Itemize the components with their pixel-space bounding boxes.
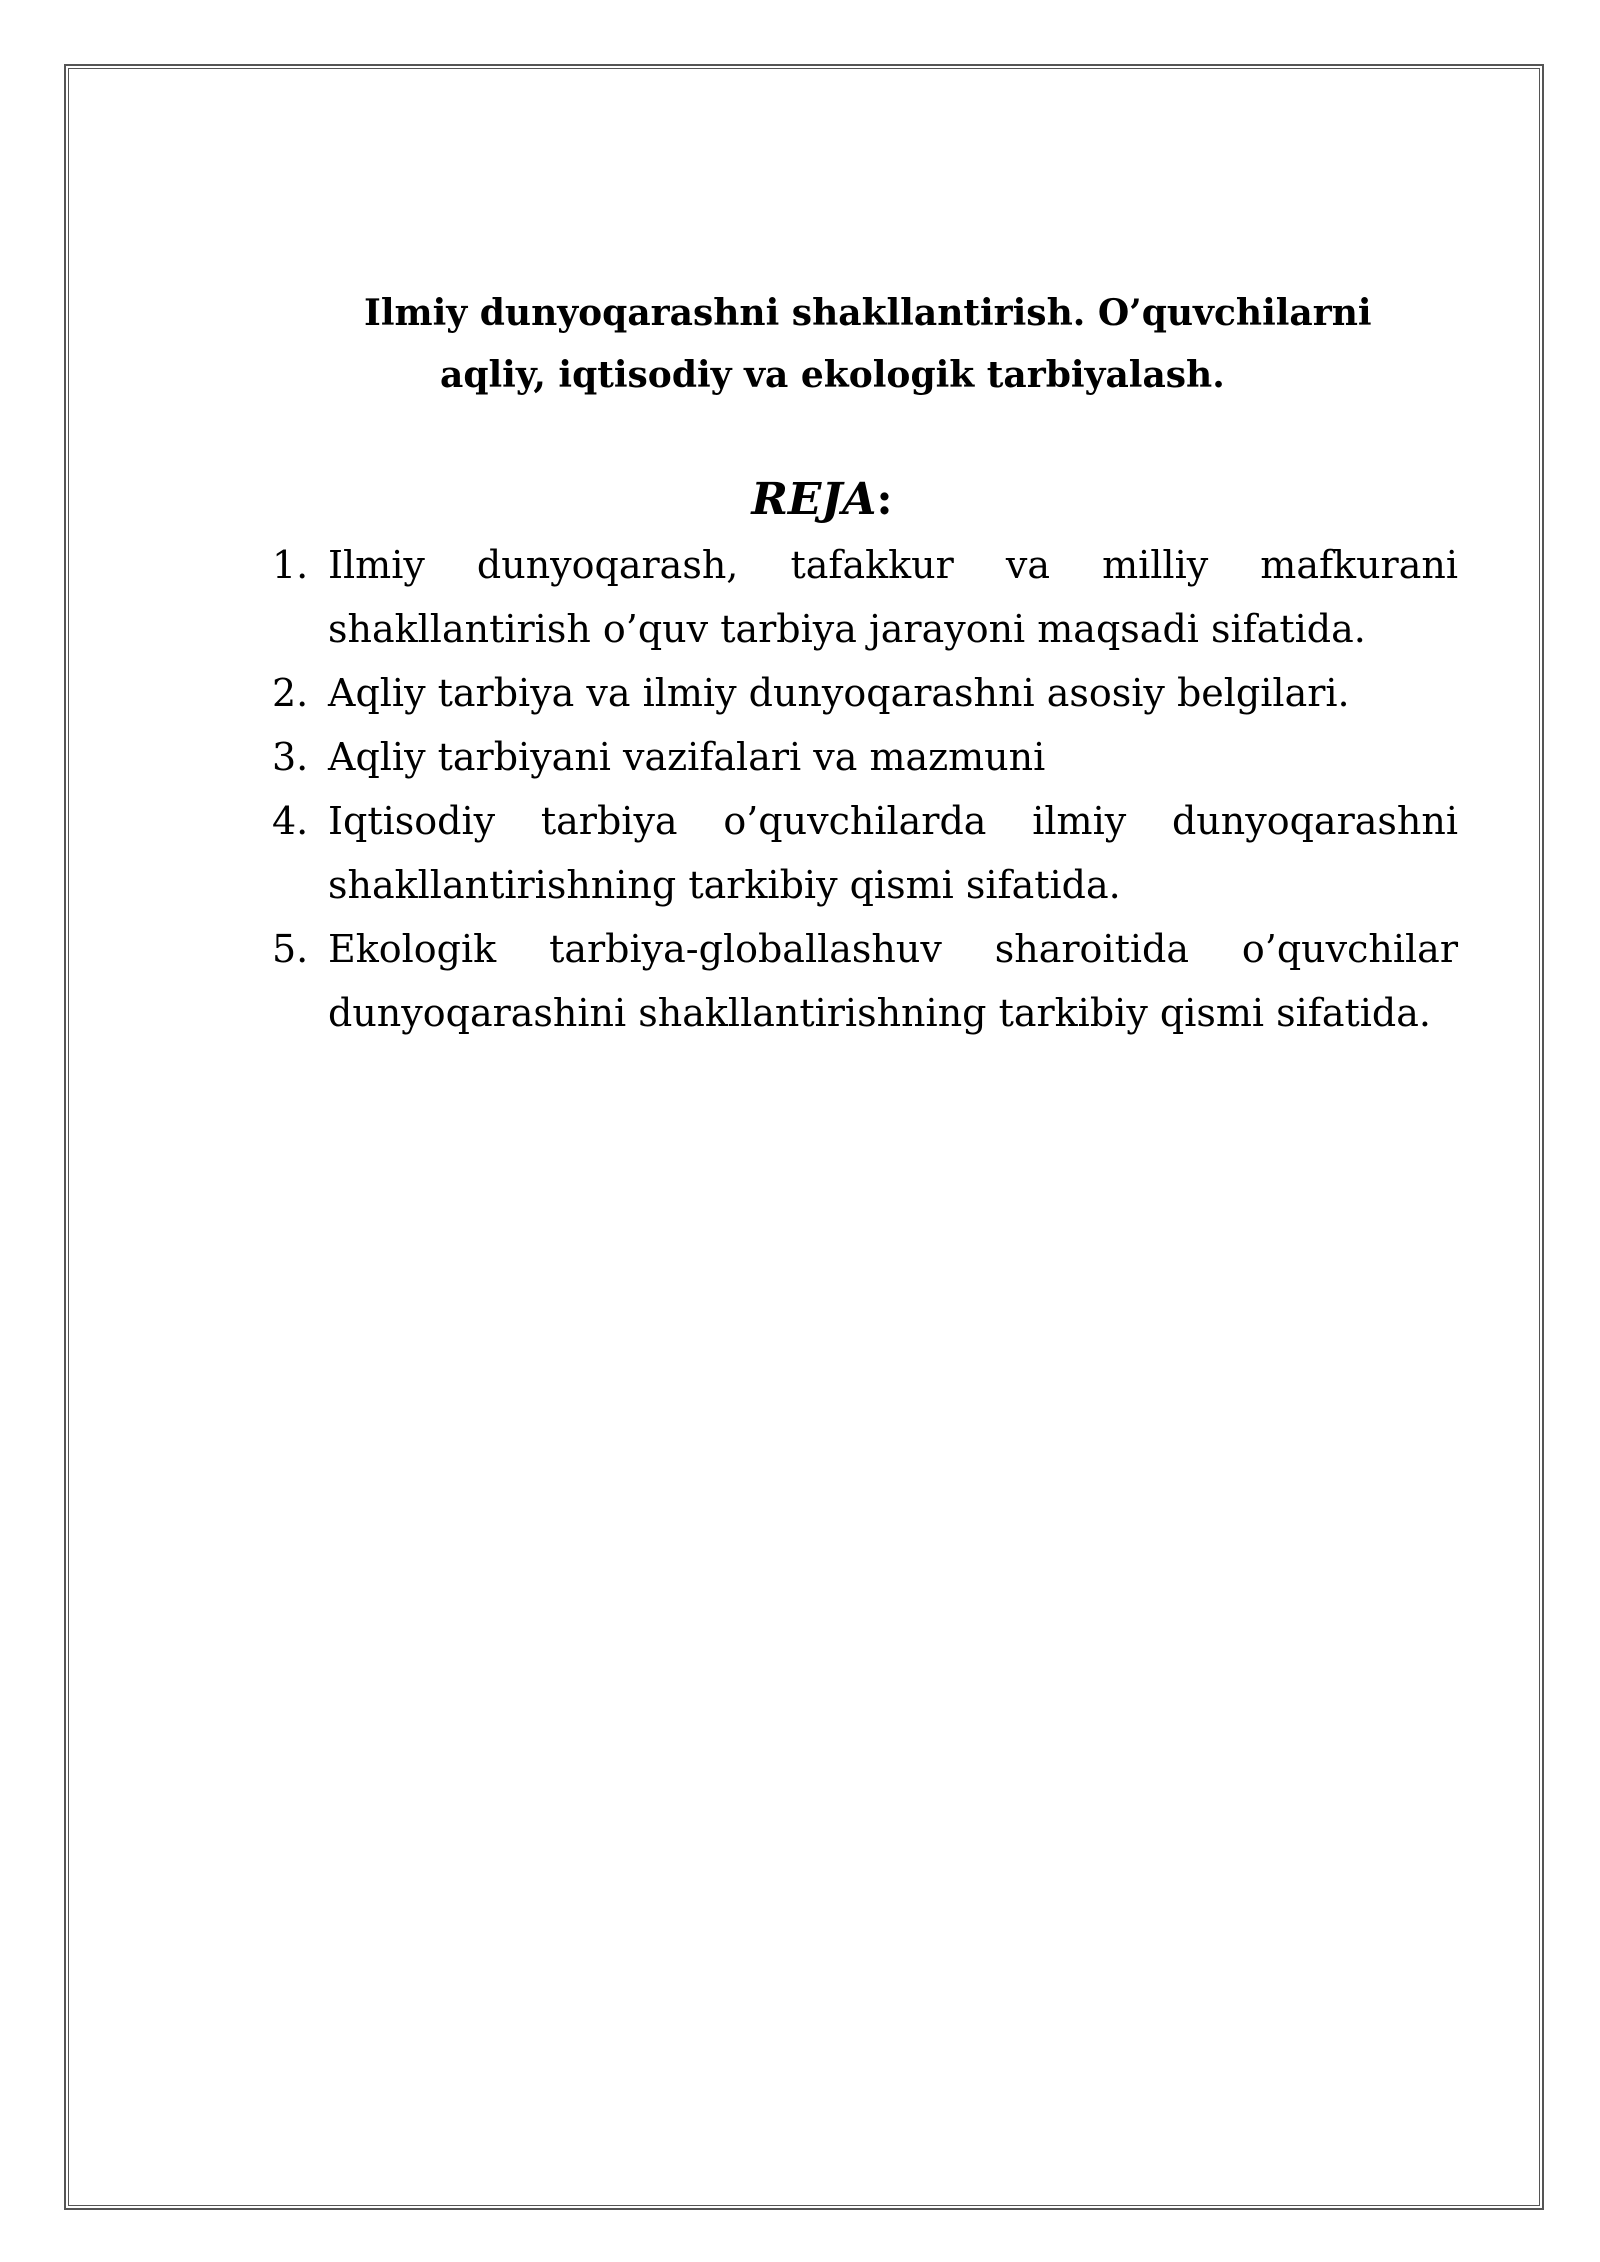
plan-item-number: 2. (272, 671, 309, 715)
plan-item-5 (272, 917, 1458, 1045)
title-line-2: aqliy, iqtisodiy va ekologik tarbiyalash. (440, 354, 1225, 396)
plan-item-number: 5. (272, 927, 309, 971)
plan-item-number: 3. (272, 735, 309, 779)
plan-item-4 (272, 789, 1458, 917)
plan-item-2 (272, 661, 1458, 725)
title-line-1: Ilmiy dunyoqarashni shakllantirish. O’quvchilarni (364, 292, 1372, 334)
plan-item-number: 4. (272, 799, 309, 843)
plan-item-number: 1. (272, 543, 309, 587)
plan-heading-word: REJA (751, 474, 877, 525)
plan-item-text: Aqliy tarbiya va ilmiy dunyoqarashni asosiy belgilari. (328, 671, 1350, 715)
plan-heading-colon: : (876, 474, 893, 525)
document-title (0, 282, 1600, 406)
plan-item-text: Iqtisodiy tarbiya o’quvchilarda ilmiy dunyoqarashni shakllantirishning tarkibiy qismi sifatida. (328, 799, 1458, 907)
plan-item-3 (272, 725, 1458, 789)
plan-item-text: Ilmiy dunyoqarash, tafakkur va milliy mafkurani shakllantirish o’quv tarbiya jarayoni maqsadi sifatida. (328, 543, 1458, 651)
plan-list (272, 533, 1458, 1045)
plan-heading (0, 470, 1600, 530)
plan-item-text: Aqliy tarbiyani vazifalari va mazmuni (328, 735, 1046, 779)
plan-item-1 (272, 533, 1458, 661)
plan-item-text: Ekologik tarbiya-globallashuv sharoitida o’quvchilar dunyoqarashini shakllantirishning tarkibiy qismi sifatida. (328, 927, 1458, 1035)
